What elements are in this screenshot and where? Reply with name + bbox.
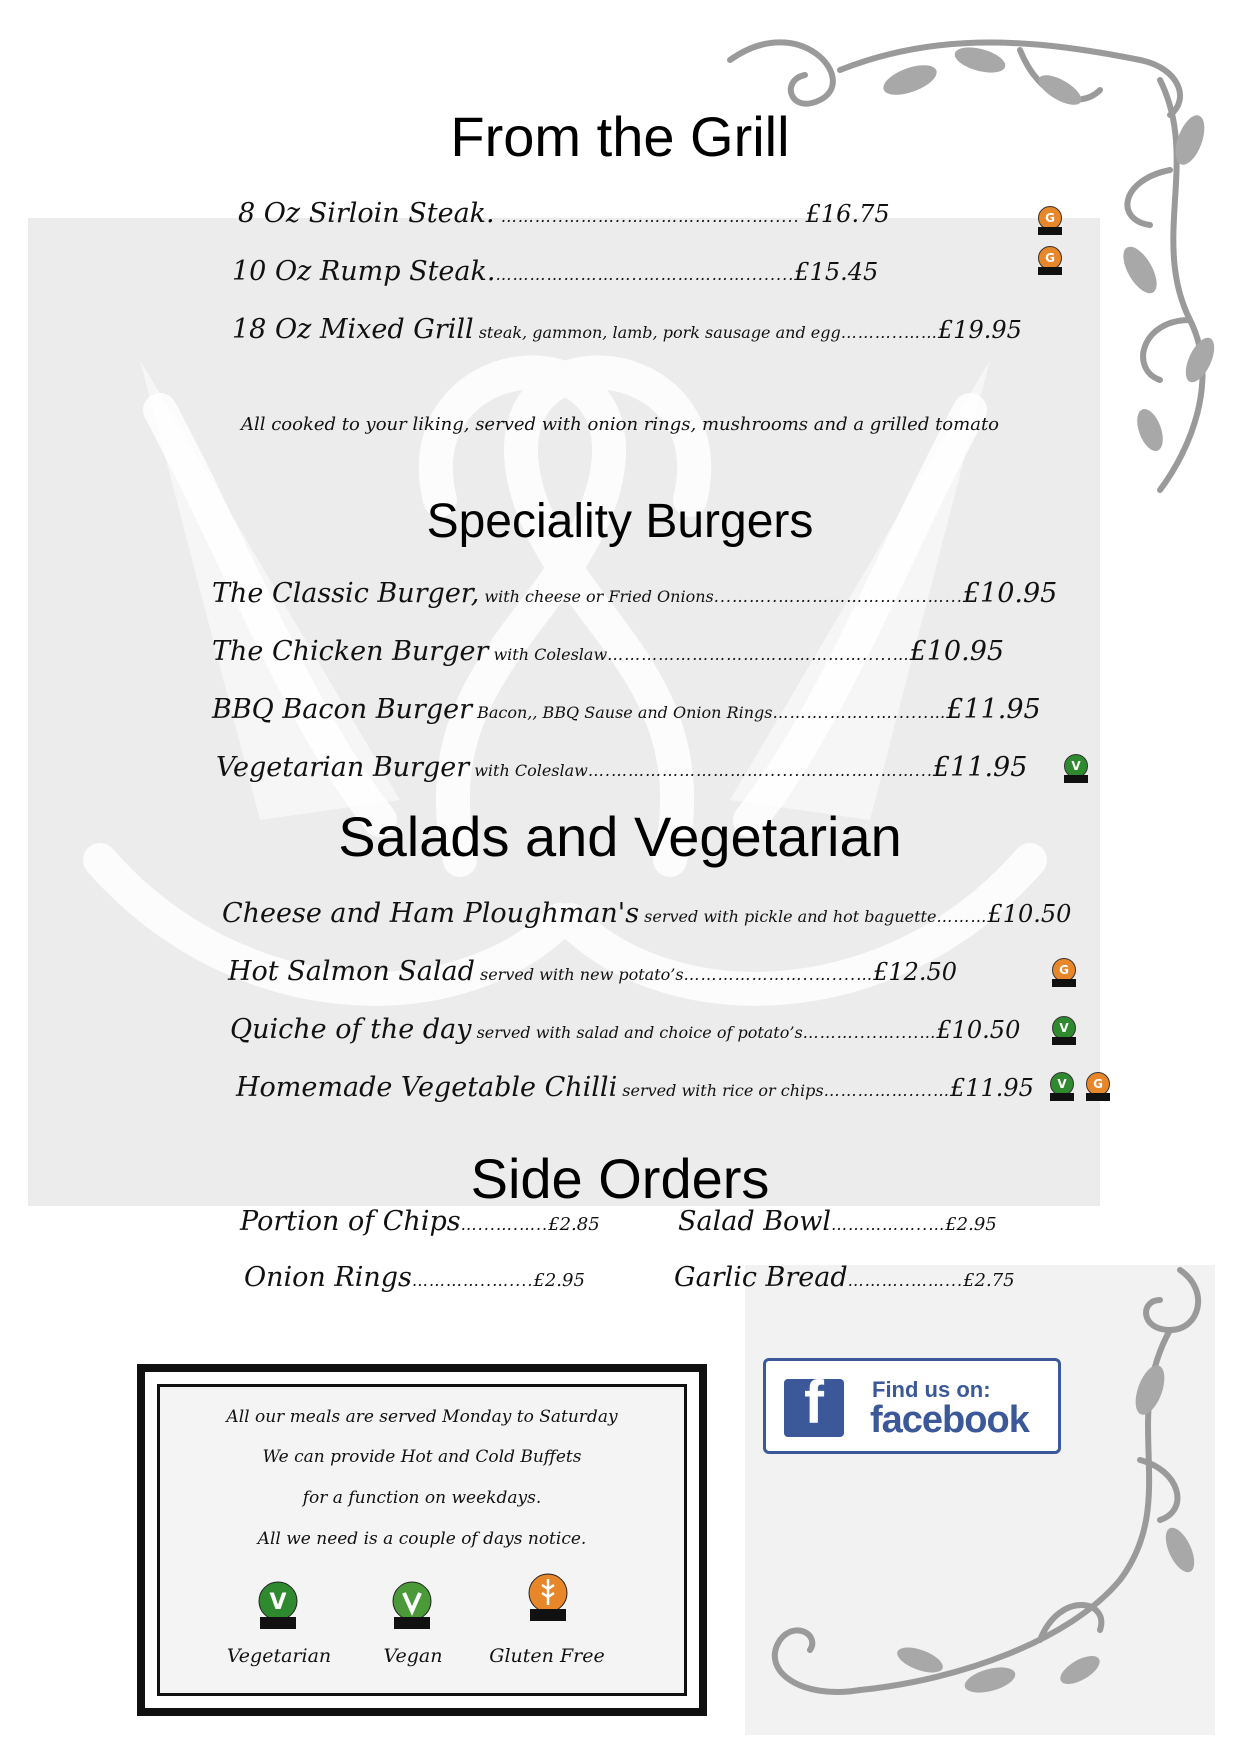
item-name: 10 Oz Rump Steak. (232, 256, 496, 287)
item-name: Homemade Vegetable Chilli (236, 1072, 618, 1103)
info-box (137, 1364, 707, 1716)
section-title-burgers: Speciality Burgers (426, 495, 814, 548)
vegetarian-icon: V (1050, 1072, 1074, 1096)
item-description: Bacon,, BBQ Sause and Onion Rings (472, 703, 773, 722)
item-name: The Classic Burger, (212, 578, 480, 609)
section-title-sides: Side Orders (470, 1147, 770, 1210)
item-price: £10.95 (909, 636, 1005, 667)
item-description: served with salad and choice of potato’s (471, 1023, 803, 1042)
facebook-brand-text: facebook (870, 1399, 1029, 1441)
vegetarian-icon: V (1052, 1016, 1076, 1040)
info-box-inner (157, 1384, 687, 1696)
item-price: £15.45 (794, 258, 879, 286)
item-name: Salad Bowl (678, 1206, 832, 1237)
side-item (674, 1262, 1015, 1293)
item-price: £16.75 (805, 200, 890, 228)
key-label-gluten-free: Gluten Free (489, 1645, 605, 1667)
item-price: £11.95 (932, 752, 1028, 783)
item-description: with cheese or Fried Onions (479, 587, 714, 606)
item-name: Hot Salmon Salad (228, 956, 475, 987)
item-dots: …………..….... (411, 1271, 534, 1290)
item-name: Quiche of the day (230, 1014, 472, 1045)
info-line: for a function on weekdays. (302, 1488, 542, 1508)
item-description: served with pickle and hot baguette (639, 907, 937, 926)
item-dots: ……… (936, 907, 988, 926)
item-name: 18 Oz Mixed Grill (232, 314, 474, 345)
info-line: All we need is a couple of days notice. (257, 1529, 587, 1549)
gluten-free-icon (528, 1573, 568, 1623)
menu-item (230, 1014, 1020, 1045)
item-dots: ………....…....… (802, 1023, 937, 1042)
item-name: Vegetarian Burger (216, 752, 470, 783)
svg-text:V: V (269, 1590, 287, 1615)
menu-item (212, 694, 1041, 725)
info-line: We can provide Hot and Cold Buffets (262, 1447, 582, 1467)
item-price: £2.75 (963, 1270, 1015, 1291)
item-name: 8 Oz Sirloin Steak. (238, 198, 495, 229)
item-name: BBQ Bacon Burger (212, 694, 472, 725)
item-name: Garlic Bread (674, 1262, 848, 1293)
menu-item (216, 752, 1027, 783)
item-description: served with new potato’s (474, 965, 684, 984)
item-dots: ……….……..…......… (772, 703, 947, 722)
facebook-badge[interactable] (763, 1358, 1061, 1454)
floral-corner-bottom (740, 1260, 1220, 1740)
item-price: £2.95 (945, 1214, 997, 1235)
item-price: £19.95 (937, 316, 1022, 344)
item-dots: ……………………..………………........ (495, 265, 795, 284)
item-description: with Coleslaw (469, 761, 588, 780)
item-price: £10.95 (962, 578, 1058, 609)
menu-item (222, 898, 1071, 929)
info-line: All our meals are served Monday to Saturday (226, 1407, 618, 1427)
item-price: £11.95 (946, 694, 1041, 725)
side-item (240, 1206, 600, 1237)
item-dots: ………..………..………………….…..... (494, 207, 806, 226)
vegetarian-icon: V (1064, 754, 1088, 778)
vegan-icon (392, 1581, 432, 1631)
gluten-free-icon: G (1038, 206, 1062, 230)
menu-item (228, 956, 957, 987)
key-label-vegetarian: Vegetarian (226, 1645, 332, 1667)
menu-item (232, 314, 1022, 345)
gluten-free-icon: G (1038, 246, 1062, 270)
item-price: £10.50 (936, 1016, 1021, 1044)
item-dots: ……………....… (823, 1081, 950, 1100)
grill-note: All cooked to your liking, served with onion rings, mushrooms and a grilled tomato (240, 414, 1000, 435)
item-dots: ………..…… (840, 323, 938, 342)
item-price: £2.85 (548, 1214, 600, 1235)
menu-item (212, 636, 1004, 667)
item-description: with Coleslaw (488, 645, 608, 664)
gluten-free-icon: G (1052, 958, 1076, 982)
item-price: £10.50 (987, 900, 1072, 928)
item-dots: ...……..………………….....…... (713, 587, 963, 606)
item-price: £12.50 (873, 958, 958, 986)
item-description: steak, gammon, lamb, pork sausage and egg (473, 323, 841, 342)
facebook-find-text: Find us on: (872, 1377, 991, 1402)
item-name: The Chicken Burger (212, 636, 489, 667)
section-title-grill: From the Grill (450, 105, 790, 168)
side-item (244, 1262, 585, 1293)
gluten-free-icon: G (1086, 1072, 1110, 1096)
key-label-vegan: Vegan (383, 1645, 443, 1667)
item-name: Portion of Chips (240, 1206, 461, 1237)
item-dots: …...….….. (460, 1215, 549, 1234)
item-name: Cheese and Ham Ploughman's (222, 898, 640, 929)
menu-item (236, 1072, 1034, 1103)
menu-item (212, 578, 1057, 609)
item-dots: ……………..… (831, 1215, 946, 1234)
item-dots: ……………………………………….....… (607, 645, 910, 664)
menu-item (232, 256, 878, 287)
item-description: served with rice or chips (617, 1081, 824, 1100)
item-price: £2.95 (533, 1270, 585, 1291)
menu-item (238, 198, 890, 229)
facebook-icon: f (784, 1379, 844, 1437)
item-dots: ….………………………......…………..……... (587, 761, 933, 780)
item-name: Onion Rings (244, 1262, 412, 1293)
side-item (678, 1206, 997, 1237)
section-title-salads: Salads and Vegetarian (338, 805, 902, 868)
item-dots: …………………..…....… (683, 965, 874, 984)
item-dots: ………..……... (847, 1271, 964, 1290)
item-price: £11.95 (949, 1074, 1034, 1102)
vegetarian-icon (258, 1581, 298, 1631)
